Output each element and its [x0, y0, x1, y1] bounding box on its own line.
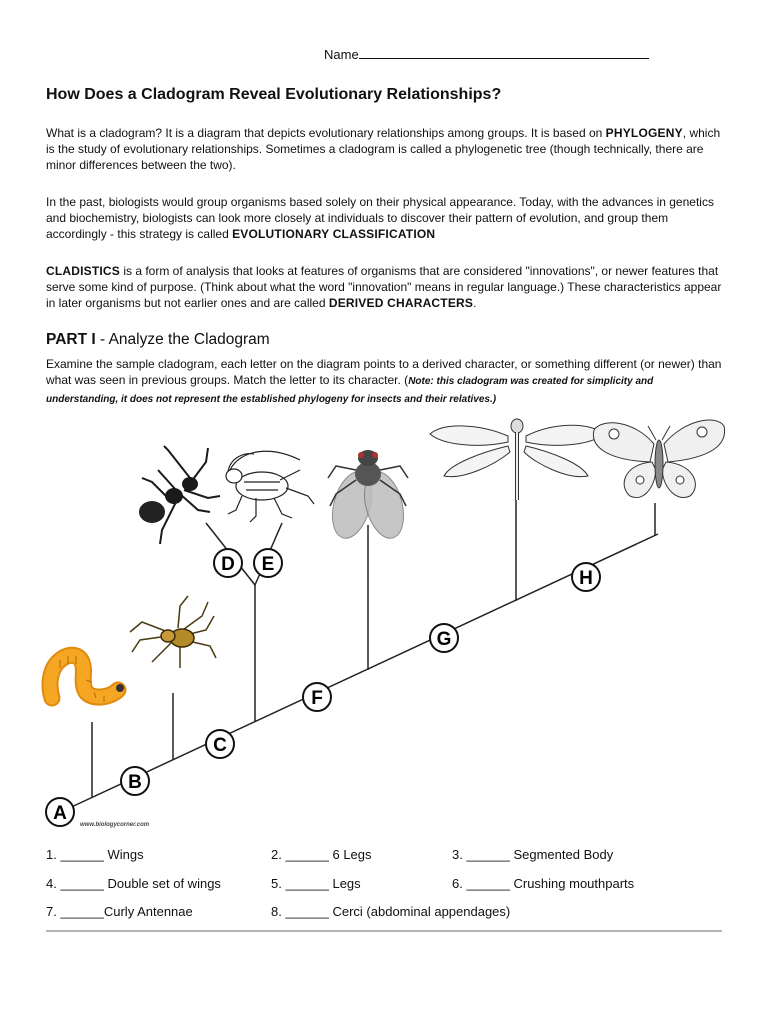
node-e — [254, 549, 282, 577]
node-c-label: C — [213, 735, 227, 756]
spider-icon — [130, 596, 216, 668]
paragraph-cladogram-definition: What is a cladogram? It is a diagram that depicts evolutionary relationships among groups. It is based on PHYLOGENY, which is the study of evolutionary relationships. Sometimes a cladogram is called a phylogenetic tree (though technically, there are minor differences between the two). — [46, 126, 721, 172]
aphid-icon — [226, 451, 314, 522]
term-cladistics: CLADISTICS — [46, 264, 120, 278]
question-4: 4. ______ Double set of wings — [46, 876, 221, 891]
question-8: 8. ______ Cerci (abdominal appendages) — [271, 904, 511, 919]
term-derived-characters: DERIVED CHARACTERS — [328, 296, 474, 310]
cladogram-diagram — [30, 400, 740, 830]
caterpillar-icon — [50, 655, 124, 702]
answer-blank-6[interactable]: ______ — [466, 876, 510, 891]
name-label: Name — [324, 47, 359, 62]
part1-instructions: Examine the sample cladogram, each letter on the diagram points to a derived character, or something different (or newer) than what was seen in previous groups. Match the letter to its character. (Note: this cladogram was created for simplicity and understanding, it does not represent the established phylogeny for insects and their relatives.) — [46, 357, 722, 405]
credit-text: www.biologycorner.com — [80, 822, 150, 828]
bottom-divider — [46, 930, 722, 932]
page-title: How Does a Cladogram Reveal Evolutionary Relationships? — [46, 86, 502, 103]
question-6: 6. ______ Crushing mouthparts — [452, 876, 635, 891]
question-7: 7. ______Curly Antennae — [46, 904, 193, 919]
node-f — [303, 683, 331, 711]
question-3: 3. ______ Segmented Body — [452, 847, 614, 862]
node-d-label: D — [221, 554, 235, 575]
node-g — [430, 624, 458, 652]
ant-icon — [139, 446, 220, 544]
node-d — [214, 549, 242, 577]
answer-blank-5[interactable]: ______ — [285, 876, 329, 891]
term-phylogeny: PHYLOGENY — [605, 126, 683, 140]
node-h-label: H — [579, 568, 593, 589]
part1-heading: PART I - Analyze the Cladogram — [46, 331, 270, 348]
answer-blank-2[interactable]: ______ — [285, 847, 329, 862]
node-h — [572, 563, 600, 591]
paragraph-evolutionary-classification: In the past, biologists would group organisms based solely on their physical appearance. Today, with the advances in genetics and biochemistry, biologists can look more closely at individuals to discover their pattern of evolution, and group them accordingly - this strategy is called EVOLUTIONARY CLASSIFICATION — [46, 195, 714, 241]
node-b-label: B — [128, 772, 142, 793]
butterfly-icon — [593, 420, 724, 498]
question-2: 2. ______ 6 Legs — [271, 847, 372, 862]
answer-blank-3[interactable]: ______ — [466, 847, 510, 862]
node-a-label: A — [53, 803, 67, 824]
node-e-label: E — [261, 554, 275, 575]
cladogram-trunk — [65, 534, 658, 810]
answer-blank-4[interactable]: ______ — [60, 876, 104, 891]
node-f-label: F — [311, 688, 323, 709]
name-blank-line[interactable] — [359, 46, 649, 59]
answer-blank-1[interactable]: ______ — [60, 847, 104, 862]
part1-note: Note: this cladogram was created for simplicity and understanding, it does not represent the established phylogeny for insects and their relatives.) — [46, 376, 654, 405]
paragraph-cladistics: CLADISTICS is a form of analysis that looks at features of organisms that are considered "innovations", or newer features that serve some kind of purpose. (Think about what the word "innovation" means in regular language.) These characteristics appear in later organisms but not earlier ones and are called DERIVED CHARACTERS. — [46, 264, 722, 310]
answer-blank-8[interactable]: ______ — [285, 904, 329, 919]
node-a — [46, 798, 74, 826]
node-g-label: G — [436, 629, 452, 650]
question-5: 5. ______ Legs — [271, 876, 361, 891]
answer-blank-7[interactable]: ______ — [60, 904, 104, 919]
term-evolutionary-classification: EVOLUTIONARY CLASSIFICATION — [232, 227, 436, 241]
question-1: 1. ______ Wings — [46, 847, 144, 862]
dragonfly-icon — [430, 419, 604, 500]
node-c — [206, 730, 234, 758]
name-field[interactable] — [324, 46, 649, 62]
node-b — [121, 767, 149, 795]
